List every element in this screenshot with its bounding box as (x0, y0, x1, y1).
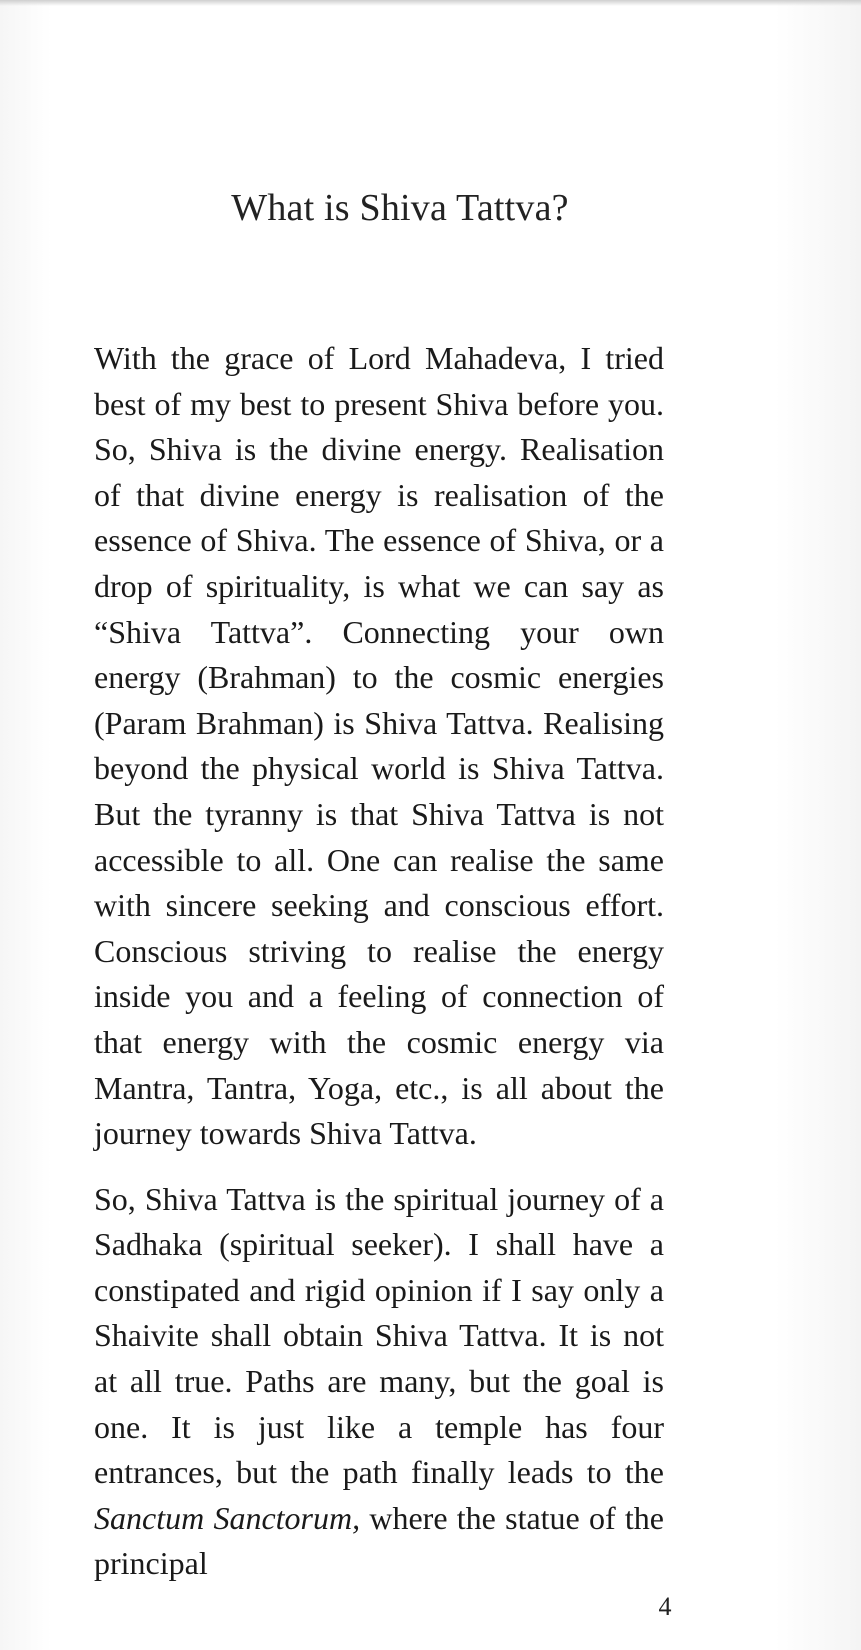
paragraph-2 (94, 1177, 664, 1587)
paragraph-2-text-before: So, Shiva Tattva is the spiritual journey of a Sadhaka (spiritual seeker). I shall have a constipated and rigid opinion if I say only a Shaivite shall obtain Shiva Tattva. It is not at all true. Paths are many, but the goal is one. It is just like a temple has four entrances, but the path finally leads to the (94, 1180, 664, 1491)
paragraph-2-text-after: where the statue of the principal (94, 1499, 665, 1582)
page-top-edge (0, 0, 861, 6)
chapter-title: What is Shiva Tattva? (231, 187, 569, 229)
paragraph-2-italic-term: Sanctum Sanctorum, (94, 1499, 361, 1536)
body-text (94, 336, 664, 1607)
page-number: 4 (658, 1592, 672, 1621)
paragraph-1: With the grace of Lord Mahadeva, I tried best of my best to present Shiva before you. So, Shiva is the divine energy. Realisation of that divine energy is realisation of the essence of Shiva. The essence of Shiva, or a drop of spirituality, is what we can say as “Shiva Tattva”. Connecting your own energy (Brahman) to the cosmic energies (Param Brahman) is Shiva Tattva. Realising beyond the physical world is Shiva Tattva. But the tyranny is that Shiva Tattva is not accessible to all. One can realise the same with sincere seeking and conscious effort. Conscious striving to realise the energy inside you and a feeling of connection of that energy with the cosmic energy via Mantra, Tantra, Yoga, etc., is all about the journey towards Shiva Tattva. (94, 340, 664, 1152)
